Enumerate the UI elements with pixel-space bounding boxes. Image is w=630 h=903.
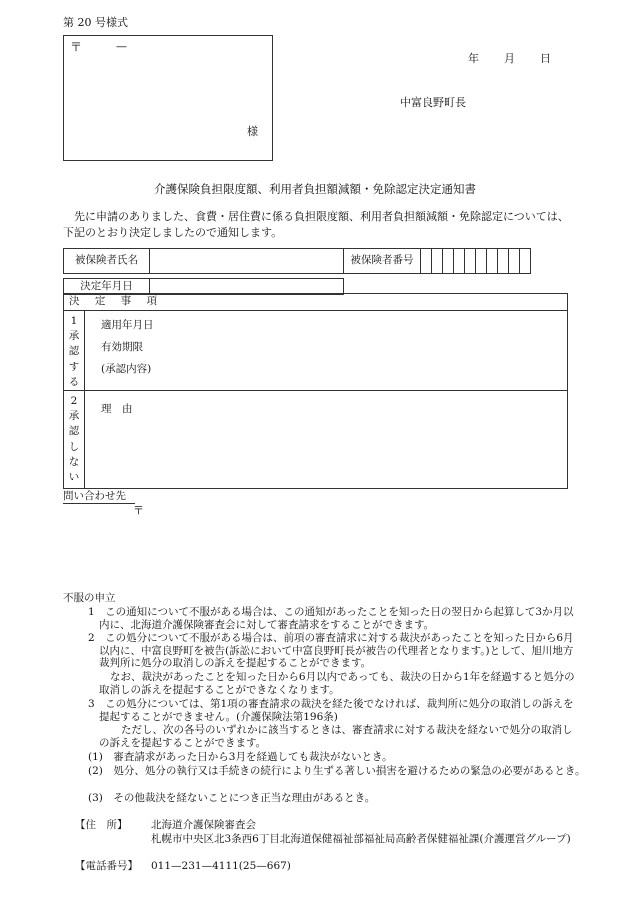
honorific-sama: 様 xyxy=(247,125,258,138)
issuer: 中富良野町長 xyxy=(400,96,466,109)
insured-number-digit[interactable] xyxy=(476,249,487,274)
address-box xyxy=(63,35,273,161)
form-number: 第 20 号様式 xyxy=(63,16,128,29)
document-title: 介護保険負担限度額、利用者負担額減額・免除認定決定通知書 xyxy=(154,182,476,196)
decision-box xyxy=(63,293,568,489)
approve-row xyxy=(64,310,567,391)
deny-label-char: 認 xyxy=(68,425,80,438)
decision-heading-row xyxy=(64,294,567,311)
date-month: 月 xyxy=(504,52,515,65)
approve-label-char: 1 xyxy=(70,315,78,327)
contact-phone-label: 【電話番号】 xyxy=(75,860,138,872)
insured-number-digit[interactable] xyxy=(498,249,509,274)
objection-paragraph-3-note: ただし、次の各号のいずれかに該当するときは、審査請求に対する裁決を経ないで処分の取消しの訴えを提起することができます。 xyxy=(99,724,573,749)
contact-address: 札幌市中央区北3条西6丁目北海道保健福祉部福祉局高齢者保健福祉課(介護運営グループ) xyxy=(151,833,571,845)
deny-reason-label: 理 由 xyxy=(101,403,133,415)
insured-number-digit[interactable] xyxy=(432,249,443,274)
insured-number-digit[interactable] xyxy=(509,249,520,274)
approve-label xyxy=(68,314,80,390)
deny-label-char: し xyxy=(68,440,80,453)
decision-heading: 決 定 事 項 xyxy=(69,295,164,307)
insured-info-table xyxy=(63,248,531,274)
deny-label-char: な xyxy=(68,455,80,468)
contact-org: 北海道介護保険審査会 xyxy=(151,819,256,831)
objection-case-1: (1) 審査請求があった日から3月を経過しても裁決がないとき。 xyxy=(88,751,393,763)
postal-mark: 〒 xyxy=(70,40,83,54)
objection-heading: 不服の申立 xyxy=(63,592,116,604)
objection-case-2: (2) 処分、処分の執行又は手続きの続行により生ずる著しい損害を避けるための緊急の必要があるとき。 xyxy=(88,765,586,777)
objection-paragraph-2: 2 この処分について不服がある場合は、前項の審査請求に対する裁決があったことを知った日から6月以内に、中富良野町を被告(訴訟において中富良野町長が被告の代理者となります。)として、旭川地方裁判所に処分の取消しの訴えを提起することができます。 xyxy=(88,632,574,670)
objection-paragraph-3: 3 この処分については、第1項の審査請求の裁決を経た後でなければ、裁判所に処分の取消しの訴えを提起することができません。(介護保険法第196条) xyxy=(88,698,574,723)
insured-number-digit[interactable] xyxy=(454,249,465,274)
insured-name-field[interactable] xyxy=(150,249,344,274)
approve-label-char: 認 xyxy=(68,345,80,358)
insured-number-digit[interactable] xyxy=(487,249,498,274)
decision-date-label: 決定年月日 xyxy=(64,279,150,295)
deny-label-col xyxy=(64,391,85,488)
approve-label-col xyxy=(64,310,85,390)
deny-label-char: い xyxy=(68,471,80,484)
contact-phone: 011—231—4111(25—667) xyxy=(151,860,291,872)
insured-number-digit[interactable] xyxy=(443,249,454,274)
insured-name-label: 被保険者氏名 xyxy=(64,249,150,274)
deny-label-char: 2 xyxy=(70,395,78,407)
contact-address-label: 【住 所】 xyxy=(75,819,128,831)
approve-label-char: す xyxy=(68,360,80,373)
approve-item-expiry: 有効期限 xyxy=(101,341,143,353)
inquiry-underline xyxy=(63,503,135,504)
inquiry-postal-mark: 〒 xyxy=(133,504,144,517)
approve-label-char: る xyxy=(68,375,80,388)
deny-label-char: 承 xyxy=(68,410,80,423)
date-line xyxy=(468,52,551,66)
objection-case-3: (3) その他裁決を経ないことにつき正当な理由があるとき。 xyxy=(88,792,376,804)
approve-label-char: 承 xyxy=(68,330,80,343)
inquiry-label: 問い合わせ先 xyxy=(63,490,126,502)
insured-number-label: 被保険者番号 xyxy=(344,249,421,274)
deny-label xyxy=(68,394,80,485)
insured-number-digit[interactable] xyxy=(421,249,432,274)
date-day: 日 xyxy=(540,52,551,65)
approve-item-content: (承認内容) xyxy=(101,363,152,375)
insured-number-digit[interactable] xyxy=(520,249,531,274)
objection-paragraph-2-note: なお、裁決があったことを知った日から6月以内であっても、裁決の日から1年を経過すると処分の取消しの訴えを提起することができなくなります。 xyxy=(99,671,575,696)
approve-item-effective-date: 適用年月日 xyxy=(101,319,154,331)
intro-text: 先に申請のありました、食費・居住費に係る負担限度額、利用者負担額減額・免除認定については、下記のとおり決定しましたので通知します。 xyxy=(63,210,569,240)
deny-row xyxy=(64,391,567,488)
objection-paragraph-1: 1 この通知について不服がある場合は、この通知があったことを知った日の翌日から起算して3か月以内に、北海道介護保険審査会に対して審査請求をすることができます。 xyxy=(88,606,574,631)
insured-number-digit[interactable] xyxy=(465,249,476,274)
postal-dash: — xyxy=(116,40,127,53)
date-year: 年 xyxy=(468,52,479,65)
